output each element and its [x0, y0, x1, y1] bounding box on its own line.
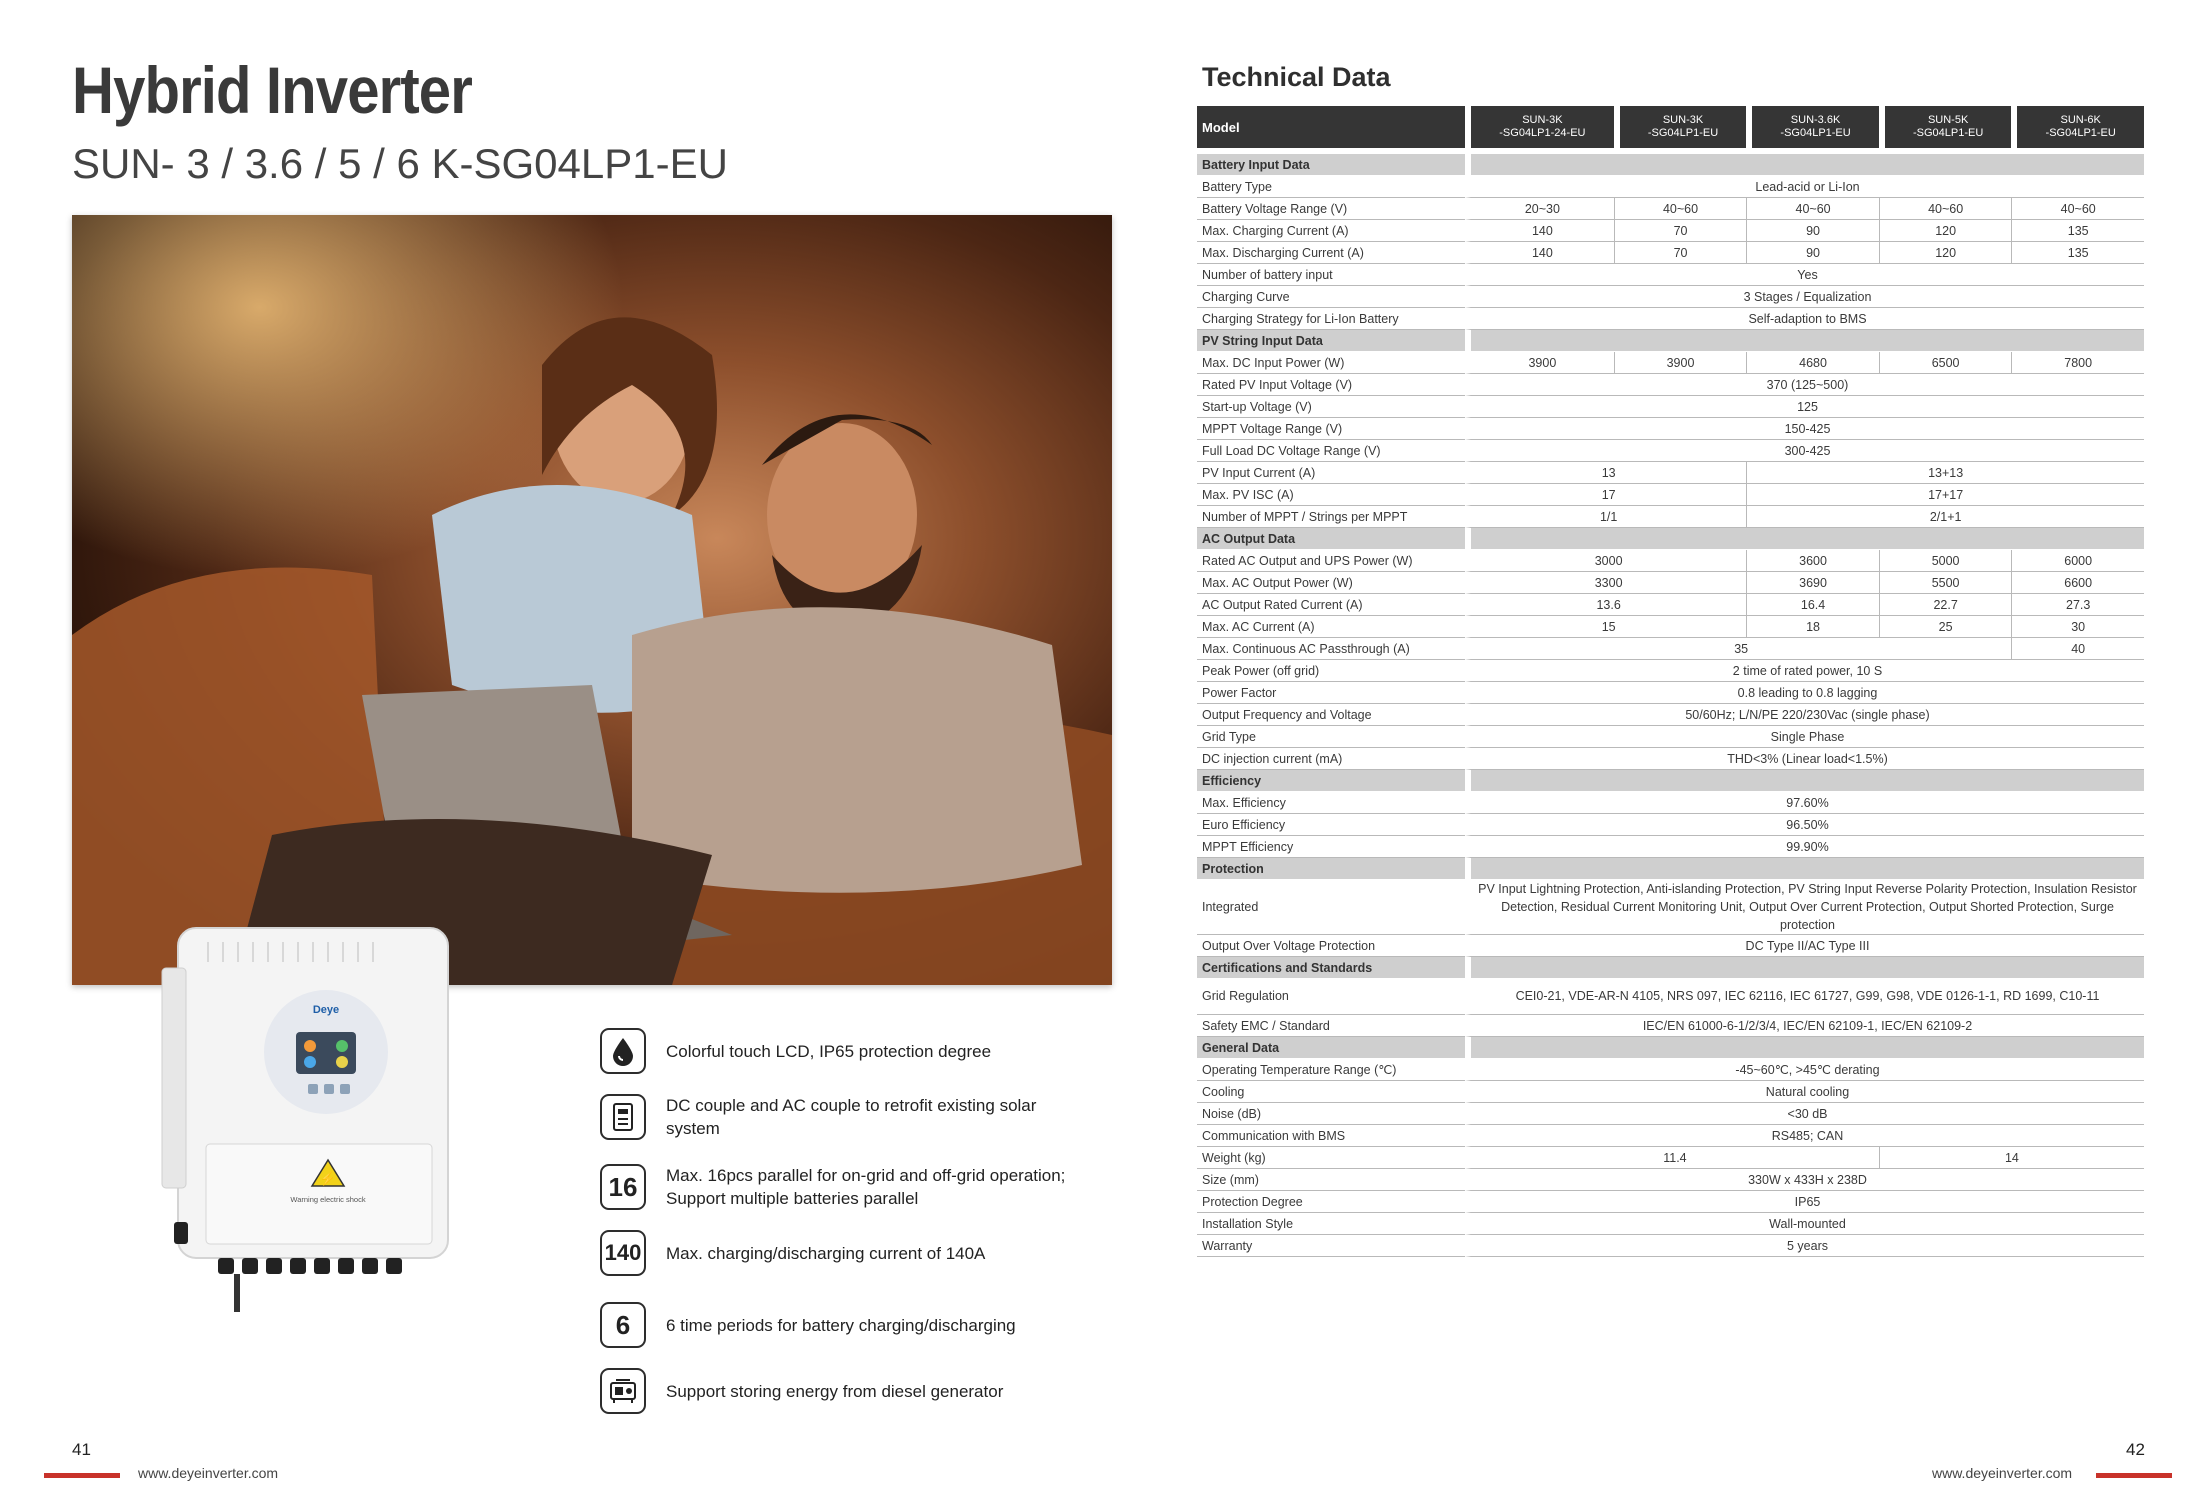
section-header-row	[1197, 858, 2144, 880]
spec-value: 15	[1465, 616, 1746, 638]
spec-value: 120	[1879, 242, 2012, 264]
spec-label: PV Input Current (A)	[1197, 462, 1465, 484]
spec-value: 27.3	[2011, 594, 2144, 616]
spec-label: Communication with BMS	[1197, 1125, 1465, 1147]
spec-value: 90	[1746, 242, 1879, 264]
table-row	[1197, 880, 2144, 935]
spec-label: Max. Charging Current (A)	[1197, 220, 1465, 242]
table-row	[1197, 616, 2144, 638]
feature-item	[600, 1230, 1120, 1276]
model-column-header	[1879, 106, 2012, 148]
spec-value: 96.50%	[1465, 814, 2144, 836]
spec-value: 30	[2011, 616, 2144, 638]
section-title: Protection	[1197, 858, 1465, 880]
spec-value: 330W x 433H x 238D	[1465, 1169, 2144, 1191]
spec-value: 135	[2011, 220, 2144, 242]
spec-label: Max. AC Current (A)	[1197, 616, 1465, 638]
feature-text: Colorful touch LCD, IP65 protection degree	[666, 1041, 992, 1061]
table-row	[1197, 396, 2144, 418]
spec-value: Self-adaption to BMS	[1465, 308, 2144, 330]
generator-icon	[600, 1368, 646, 1414]
spec-label: Cooling	[1197, 1081, 1465, 1103]
spec-label: Protection Degree	[1197, 1191, 1465, 1213]
spec-label: MPPT Efficiency	[1197, 836, 1465, 858]
spec-label: Rated AC Output and UPS Power (W)	[1197, 550, 1465, 572]
model-column-header	[1465, 106, 1614, 148]
feature-item	[600, 1094, 1120, 1140]
section-fill	[1465, 1037, 2144, 1059]
page-subtitle: SUN- 3 / 3.6 / 5 / 6 K-SG04LP1-EU	[72, 140, 728, 187]
table-row	[1197, 308, 2144, 330]
spec-value: 5000	[1879, 550, 2012, 572]
spec-label: Max. AC Output Power (W)	[1197, 572, 1465, 594]
table-row	[1197, 572, 2144, 594]
spec-value: 17	[1465, 484, 1746, 506]
spec-value: 370 (125~500)	[1465, 374, 2144, 396]
section-title: AC Output Data	[1197, 528, 1465, 550]
section-header-row	[1197, 330, 2144, 352]
spec-label: Safety EMC / Standard	[1197, 1015, 1465, 1037]
table-row	[1197, 979, 2144, 1015]
spec-label: Charging Curve	[1197, 286, 1465, 308]
spec-value: 6000	[2011, 550, 2144, 572]
spec-value: PV Input Lightning Protection, Anti-islanding Protection, PV String Input Reverse Polarity Protection, Insulation Resistor Detection, Residual Current Monitoring Unit, Output Over Current Protection, Output Shorted Protection, Surge protection	[1465, 880, 2144, 935]
spec-label: DC injection current (mA)	[1197, 748, 1465, 770]
spec-value: 18	[1746, 616, 1879, 638]
spec-value: 14	[1879, 1147, 2144, 1169]
spec-value: 3000	[1465, 550, 1746, 572]
spec-label: Integrated	[1197, 880, 1465, 935]
table-row	[1197, 176, 2144, 198]
spec-value: 13	[1465, 462, 1746, 484]
spec-label: Max. DC Input Power (W)	[1197, 352, 1465, 374]
spec-value: THD<3% (Linear load<1.5%)	[1465, 748, 2144, 770]
spec-label: Noise (dB)	[1197, 1103, 1465, 1125]
spec-value: 120	[1879, 220, 2012, 242]
table-row	[1197, 506, 2144, 528]
spec-value: 5500	[1879, 572, 2012, 594]
table-row	[1197, 286, 2144, 308]
spec-value: 90	[1746, 220, 1879, 242]
table-row	[1197, 352, 2144, 374]
table-row	[1197, 484, 2144, 506]
footer-accent-line	[2096, 1473, 2172, 1478]
model-suffix: -SG04LP1-24-EU	[1499, 127, 1586, 139]
spec-value: 140	[1465, 242, 1614, 264]
table-row	[1197, 792, 2144, 814]
technical-data-title: Technical Data	[1202, 62, 1391, 92]
spec-value: 3600	[1746, 550, 1879, 572]
spec-value: 40~60	[2011, 198, 2144, 220]
table-row	[1197, 704, 2144, 726]
section-title: PV String Input Data	[1197, 330, 1465, 352]
spec-label: Charging Strategy for Li-Ion Battery	[1197, 308, 1465, 330]
spec-label: Max. Continuous AC Passthrough (A)	[1197, 638, 1465, 660]
spec-label: Rated PV Input Voltage (V)	[1197, 374, 1465, 396]
spec-value: 3900	[1614, 352, 1747, 374]
table-row	[1197, 660, 2144, 682]
feature-text: 6 time periods for battery charging/discharging	[666, 1315, 1016, 1335]
feature-text: DC couple and AC couple to retrofit existing solar system	[666, 1096, 1037, 1138]
spec-value: IP65	[1465, 1191, 2144, 1213]
spec-label: Max. Discharging Current (A)	[1197, 242, 1465, 264]
table-row	[1197, 198, 2144, 220]
section-fill	[1465, 770, 2144, 792]
table-row	[1197, 935, 2144, 957]
table-row	[1197, 440, 2144, 462]
feature-item	[600, 1368, 1120, 1414]
spec-value: IEC/EN 61000-6-1/2/3/4, IEC/EN 62109-1, IEC/EN 62109-2	[1465, 1015, 2144, 1037]
number-icon: 140	[600, 1230, 646, 1276]
model-header: Model	[1197, 106, 1465, 148]
spec-value: 3300	[1465, 572, 1746, 594]
section-header-row	[1197, 154, 2144, 176]
spec-label: Peak Power (off grid)	[1197, 660, 1465, 682]
battery-box-icon	[600, 1094, 646, 1140]
spec-value: 1/1	[1465, 506, 1746, 528]
number-icon: 6	[600, 1302, 646, 1348]
spec-label: MPPT Voltage Range (V)	[1197, 418, 1465, 440]
spec-value: 6600	[2011, 572, 2144, 594]
table-row	[1197, 1125, 2144, 1147]
spec-value: 6500	[1879, 352, 2012, 374]
table-row	[1197, 1147, 2144, 1169]
spec-value: 2 time of rated power, 10 S	[1465, 660, 2144, 682]
model-name: SUN-5K	[1927, 114, 1969, 126]
spec-label: Max. PV ISC (A)	[1197, 484, 1465, 506]
spec-label: Installation Style	[1197, 1213, 1465, 1235]
couple-with-laptop-image	[72, 215, 1112, 985]
model-suffix: -SG04LP1-EU	[1647, 127, 1719, 139]
spec-label: Number of MPPT / Strings per MPPT	[1197, 506, 1465, 528]
inverter-brand-label: Deye	[312, 1004, 340, 1016]
footer-website-left: www.deyeinverter.com	[138, 1465, 279, 1481]
feature-item	[600, 1302, 1120, 1348]
table-row	[1197, 1191, 2144, 1213]
spec-label: Grid Regulation	[1197, 979, 1465, 1015]
section-header-row	[1197, 770, 2144, 792]
model-name: SUN-3K	[1522, 114, 1563, 126]
model-suffix: -SG04LP1-EU	[1912, 127, 1984, 139]
table-row	[1197, 1015, 2144, 1037]
spec-value: 40~60	[1746, 198, 1879, 220]
spec-value: 3900	[1465, 352, 1614, 374]
spec-value: 2/1+1	[1746, 506, 2144, 528]
section-fill	[1465, 528, 2144, 550]
section-title: Certifications and Standards	[1197, 957, 1465, 979]
table-row	[1197, 682, 2144, 704]
model-column-header	[2011, 106, 2144, 148]
section-header-row	[1197, 1037, 2144, 1059]
spec-value: Wall-mounted	[1465, 1213, 2144, 1235]
spec-value: 20~30	[1465, 198, 1614, 220]
spec-value: 300-425	[1465, 440, 2144, 462]
spec-label: Battery Type	[1197, 176, 1465, 198]
spec-value: 3 Stages / Equalization	[1465, 286, 2144, 308]
spec-value: 13.6	[1465, 594, 1746, 616]
section-fill	[1465, 154, 2144, 176]
table-row	[1197, 1169, 2144, 1191]
spec-label: Euro Efficiency	[1197, 814, 1465, 836]
section-title: Battery Input Data	[1197, 154, 1465, 176]
inverter-illustration	[148, 922, 458, 1312]
spec-label: Battery Voltage Range (V)	[1197, 198, 1465, 220]
lifestyle-photo	[72, 215, 1112, 985]
spec-label: Power Factor	[1197, 682, 1465, 704]
spec-value: 150-425	[1465, 418, 2144, 440]
spec-value: 70	[1614, 220, 1747, 242]
model-column-header	[1746, 106, 1879, 148]
spec-value: 125	[1465, 396, 2144, 418]
spec-value: 40~60	[1614, 198, 1747, 220]
inverter-warning-label: Warning electric shock	[290, 1195, 366, 1204]
feature-text: Max. charging/discharging current of 140A	[666, 1243, 986, 1263]
spec-label: Number of battery input	[1197, 264, 1465, 286]
spec-value: 97.60%	[1465, 792, 2144, 814]
section-fill	[1465, 330, 2144, 352]
table-row	[1197, 814, 2144, 836]
spec-value: RS485; CAN	[1465, 1125, 2144, 1147]
spec-label: Weight (kg)	[1197, 1147, 1465, 1169]
inverter-product-image	[148, 922, 458, 1312]
section-title: General Data	[1197, 1037, 1465, 1059]
spec-value: CEI0-21, VDE-AR-N 4105, NRS 097, IEC 62116, IEC 61727, G99, G98, VDE 0126-1-1, RD 1699, C10-11	[1465, 979, 2144, 1015]
spec-value: 70	[1614, 242, 1747, 264]
spec-value: 40	[2011, 638, 2144, 660]
spec-value: 35	[1465, 638, 2011, 660]
table-row	[1197, 242, 2144, 264]
spec-value: 135	[2011, 242, 2144, 264]
spec-value: 140	[1465, 220, 1614, 242]
table-row	[1197, 1081, 2144, 1103]
feature-item	[600, 1028, 1120, 1074]
spec-label: Start-up Voltage (V)	[1197, 396, 1465, 418]
spec-value: DC Type II/AC Type III	[1465, 935, 2144, 957]
table-row	[1197, 594, 2144, 616]
spec-value: 4680	[1746, 352, 1879, 374]
table-row	[1197, 748, 2144, 770]
table-row	[1197, 550, 2144, 572]
spec-label: Grid Type	[1197, 726, 1465, 748]
spec-value: 7800	[2011, 352, 2144, 374]
spec-value: Lead-acid or Li-Ion	[1465, 176, 2144, 198]
feature-text: Support storing energy from diesel generator	[666, 1381, 1004, 1401]
spec-label: Output Over Voltage Protection	[1197, 935, 1465, 957]
section-header-row	[1197, 957, 2144, 979]
spec-value: <30 dB	[1465, 1103, 2144, 1125]
spec-value: 50/60Hz; L/N/PE 220/230Vac (single phase)	[1465, 704, 2144, 726]
model-name: SUN-3K	[1662, 114, 1704, 126]
spec-label: Max. Efficiency	[1197, 792, 1465, 814]
table-row	[1197, 418, 2144, 440]
table-row	[1197, 638, 2144, 660]
footer-website-right: www.deyeinverter.com	[1932, 1465, 2073, 1481]
spec-label: AC Output Rated Current (A)	[1197, 594, 1465, 616]
footer-accent-line	[44, 1473, 120, 1478]
feature-text: Max. 16pcs parallel for on-grid and off-grid operation; Support multiple batteries parallel	[666, 1166, 1066, 1208]
section-header-row	[1197, 528, 2144, 550]
spec-value: 40~60	[1879, 198, 2012, 220]
table-row	[1197, 1103, 2144, 1125]
spec-value: 13+13	[1746, 462, 2144, 484]
spec-label: Warranty	[1197, 1235, 1465, 1257]
section-fill	[1465, 957, 2144, 979]
table-row	[1197, 220, 2144, 242]
table-row	[1197, 1059, 2144, 1081]
table-row	[1197, 836, 2144, 858]
table-row	[1197, 374, 2144, 396]
table-row	[1197, 1235, 2144, 1257]
spec-value: 11.4	[1465, 1147, 1879, 1169]
spec-value: 5 years	[1465, 1235, 2144, 1257]
spec-value: 0.8 leading to 0.8 lagging	[1465, 682, 2144, 704]
svg-text:⚡: ⚡	[319, 1171, 337, 1186]
spec-value: Yes	[1465, 264, 2144, 286]
model-name: SUN-3.6K	[1790, 114, 1841, 126]
table-row	[1197, 1213, 2144, 1235]
spec-value: 22.7	[1879, 594, 2012, 616]
spec-label: Output Frequency and Voltage	[1197, 704, 1465, 726]
section-fill	[1465, 858, 2144, 880]
table-row	[1197, 264, 2144, 286]
spec-value: Natural cooling	[1465, 1081, 2144, 1103]
spec-value: 3690	[1746, 572, 1879, 594]
spec-label: Full Load DC Voltage Range (V)	[1197, 440, 1465, 462]
spec-value: 25	[1879, 616, 2012, 638]
spec-label: Operating Temperature Range (℃)	[1197, 1059, 1465, 1081]
technical-data-table	[1197, 106, 2144, 1257]
spec-value: 99.90%	[1465, 836, 2144, 858]
model-name: SUN-6K	[2060, 114, 2101, 126]
table-header-row	[1197, 106, 2144, 148]
table-row	[1197, 726, 2144, 748]
number-icon: 16	[600, 1164, 646, 1210]
spec-label: Size (mm)	[1197, 1169, 1465, 1191]
page-number-left: 41	[72, 1440, 91, 1459]
model-suffix: -SG04LP1-EU	[1780, 127, 1851, 139]
water-drop-icon	[600, 1028, 646, 1074]
model-column-header	[1614, 106, 1747, 148]
spec-value: -45~60℃, >45℃ derating	[1465, 1059, 2144, 1081]
spec-value: 17+17	[1746, 484, 2144, 506]
page-number-right: 42	[2126, 1440, 2145, 1459]
feature-item	[600, 1164, 1120, 1210]
page-title: Hybrid Inverter	[72, 53, 472, 127]
section-title: Efficiency	[1197, 770, 1465, 792]
spec-value: 16.4	[1746, 594, 1879, 616]
spec-value: Single Phase	[1465, 726, 2144, 748]
table-row	[1197, 462, 2144, 484]
model-suffix: -SG04LP1-EU	[2045, 127, 2116, 139]
